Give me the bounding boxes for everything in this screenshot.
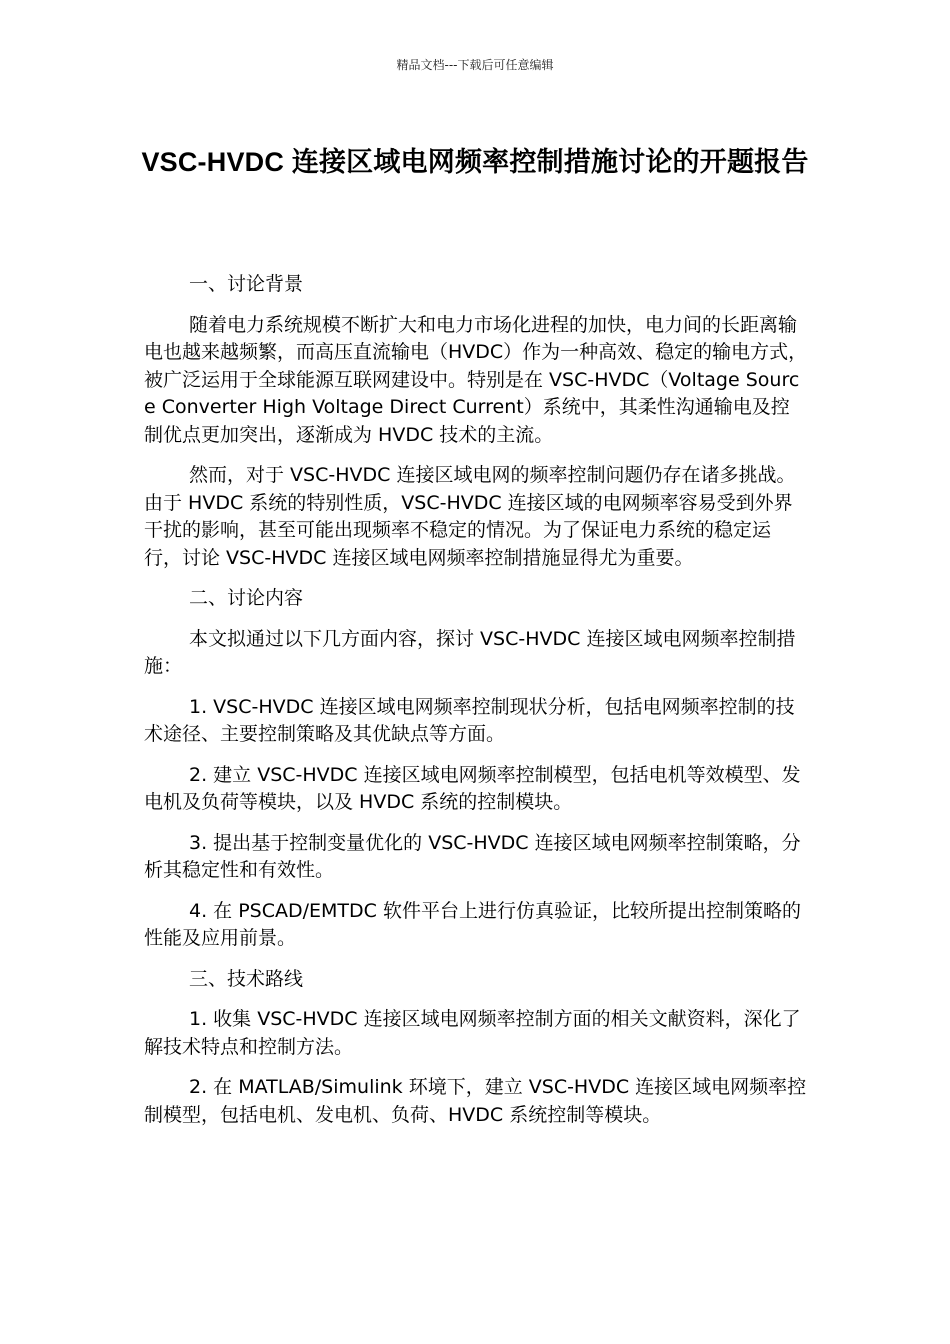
list-item-route-1: 1. 收集 VSC-HVDC 连接区域电网频率控制方面的相关文献资料，深化了解技术特点和控制方法。	[144, 1008, 801, 1058]
list-item-content-4: 4. 在 PSCAD/EMTDC 软件平台上进行仿真验证，比较所提出控制策略的性能及应用前景。	[144, 899, 801, 949]
document-title: VSC-HVDC 连接区域电网频率控制措施讨论的开题报告	[141, 147, 809, 177]
section-heading-background: 一、讨论背景	[189, 273, 304, 295]
document-body	[144, 271, 808, 1142]
list-item-content-2: 2. 建立 VSC-HVDC 连接区域电网频率控制模型，包括电机等效模型、发电机及负荷等模块，以及 HVDC 系统的控制模块。	[144, 763, 801, 813]
section-heading-technical-route: 三、技术路线	[189, 967, 304, 990]
section-heading-content: 二、讨论内容	[189, 587, 304, 609]
page-header: 精品文档---下载后可任意编辑	[396, 58, 554, 72]
list-item-content-1: 1. VSC-HVDC 连接区域电网频率控制现状分析，包括电网频率控制的技术途径、主要控制策略及其优缺点等方面。	[144, 695, 795, 745]
paragraph-background-1: 随着电力系统规模不断扩大和电力市场化进程的加快，电力间的长距离输电也越来越频繁，而高压直流输电（HVDC）作为一种高效、稳定的输电方式，被广泛运用于全球能源互联网建设中。特别是在 VSC-HVDC（Voltage Source Converter High Voltage Direct Current）系统中，其柔性沟通输电及控制优点更加突出，逐渐成为 HVDC 技术的主流。	[144, 313, 808, 446]
list-item-route-2: 2. 在 MATLAB/Simulink 环境下，建立 VSC-HVDC 连接区域电网频率控制模型，包括电机、发电机、负荷、HVDC 系统控制等模块。	[144, 1076, 807, 1126]
paragraph-content-intro: 本文拟通过以下几方面内容，探讨 VSC-HVDC 连接区域电网频率控制措施：	[144, 627, 796, 677]
paragraph-background-2: 然而，对于 VSC-HVDC 连接区域电网的频率控制问题仍存在诸多挑战。由于 HVDC 系统的特别性质，VSC-HVDC 连接区域的电网频率容易受到外界干扰的影响，甚至可能出现频率不稳定的情况。为了保证电力系统的稳定运行，讨论 VSC-HVDC 连接区域电网频率控制措施显得尤为重要。	[144, 464, 796, 569]
list-item-content-3: 3. 提出基于控制变量优化的 VSC-HVDC 连接区域电网频率控制策略，分析其稳定性和有效性。	[144, 831, 801, 881]
